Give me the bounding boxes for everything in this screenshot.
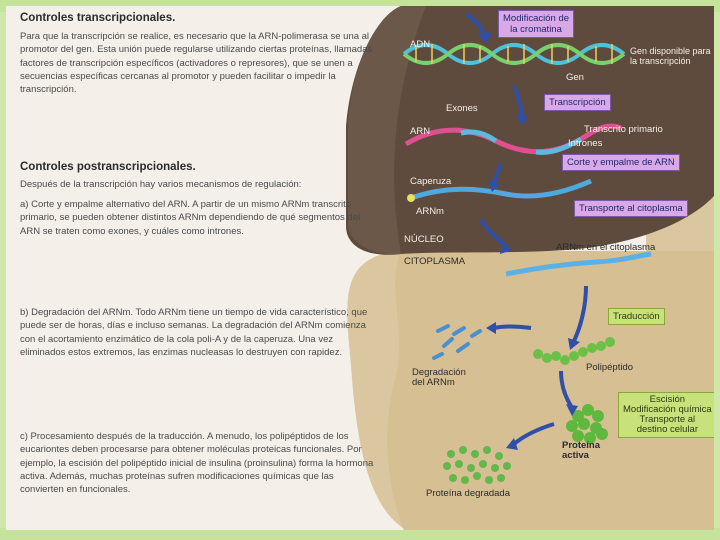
box-processing: Escisión Modificación química Transporte al destino celular (618, 392, 714, 438)
cytoplasm-mrna-icon (506, 254, 651, 274)
arrow-4 (481, 220, 506, 246)
label-mrna-degradation: Degradación del ARNm (412, 367, 466, 388)
section2-intro: Después de la transcripción hay varios mecanismos de regulación: (20, 179, 302, 190)
dna-helix-icon (404, 44, 624, 64)
box-splicing: Corte y empalme de ARN (562, 154, 680, 171)
box-transcription: Transcripción (544, 94, 611, 111)
item-c: c) Procesamiento después de la traducción. A menudo, los polipéptidos de los eucariontes deben procesarse para obtener moléculas proteicas funcionales. Por ejemplo, la escisión del polipéptido inicial de insulina (proinsulina) forma la hormona activa. Además, muchas proteínas sufren modificaciones químicas que las convierten en funcionales. (20, 431, 374, 496)
arrow-5 (574, 286, 586, 341)
label-nucleus: NÚCLEO (404, 234, 444, 245)
label-cytoplasm: CITOPLASMA (404, 256, 466, 267)
arrow-3 (494, 164, 501, 183)
scanned-page (6, 6, 714, 530)
section2-title: Controles postranscripcionales. (20, 161, 196, 173)
arrow-1 (466, 14, 484, 34)
arrow-8 (514, 424, 554, 444)
box-translation: Traducción (608, 308, 665, 325)
degraded-protein-icon (443, 446, 511, 484)
item-a: a) Corte y empalme alternativo del ARN. A partir de un mismo ARNm transcrito primario, se pueden obtener distintos ARNm dependiendo de qué segmentos del ARN se traten como exones, y cuáles como intrones. (20, 199, 361, 237)
arrow-6 (494, 327, 531, 329)
degraded-mrna-icon (434, 326, 480, 358)
box-transport: Transporte al citoplasma (574, 200, 688, 217)
arrow-7 (561, 371, 571, 406)
label-arnm: ARNm (416, 206, 444, 217)
label-degraded-protein: Proteína degradada (426, 488, 510, 499)
cap-icon (407, 194, 415, 202)
diagram-graphics (6, 6, 714, 530)
item-b: b) Degradación del ARNm. Todo ARNm tiene un tiempo de vida característico, que puede ser de horas, días e incluso semanas. La degradación del ARNm comienza con el acortamiento enzimático de la cola poli-A y de la caperuza. Una vez eliminados estos extremos, las enzimas nucleasas lo destruyen con rapidez. (20, 307, 368, 358)
label-exons: Exones (446, 103, 478, 114)
label-gen: Gen (566, 72, 584, 83)
label-active-protein: Proteína activa (562, 440, 601, 461)
label-adn: ADN (410, 39, 431, 50)
arrow-2 (514, 86, 522, 116)
label-polypeptide: Polipéptido (586, 362, 634, 373)
label-gene-available: Gen disponible para la transcripción (630, 46, 711, 66)
section1-body: Para que la transcripción se realice, es necesario que la ARN-polimerasa se una al promotor del gen. Esta unión puede regularse utilizando ciertas proteínas, llamadas factores de transcripción específicos (activadores o represores), que se unen a secuencias específicas cercanas al promotor y pueden facilitar o impedir la transcripción. (20, 31, 373, 96)
section1-title: Controles transcripcionales. (20, 12, 176, 24)
label-introns: Intrones (568, 138, 603, 149)
label-cytoplasm-mrna: ARNm en el citoplasma (556, 242, 656, 253)
label-primary-transcript: Transcrito primario (584, 124, 663, 135)
box-chromatin-modification: Modificación de la cromatina (498, 10, 574, 38)
label-arn: ARN (410, 126, 431, 137)
label-cap: Caperuza (410, 176, 452, 187)
